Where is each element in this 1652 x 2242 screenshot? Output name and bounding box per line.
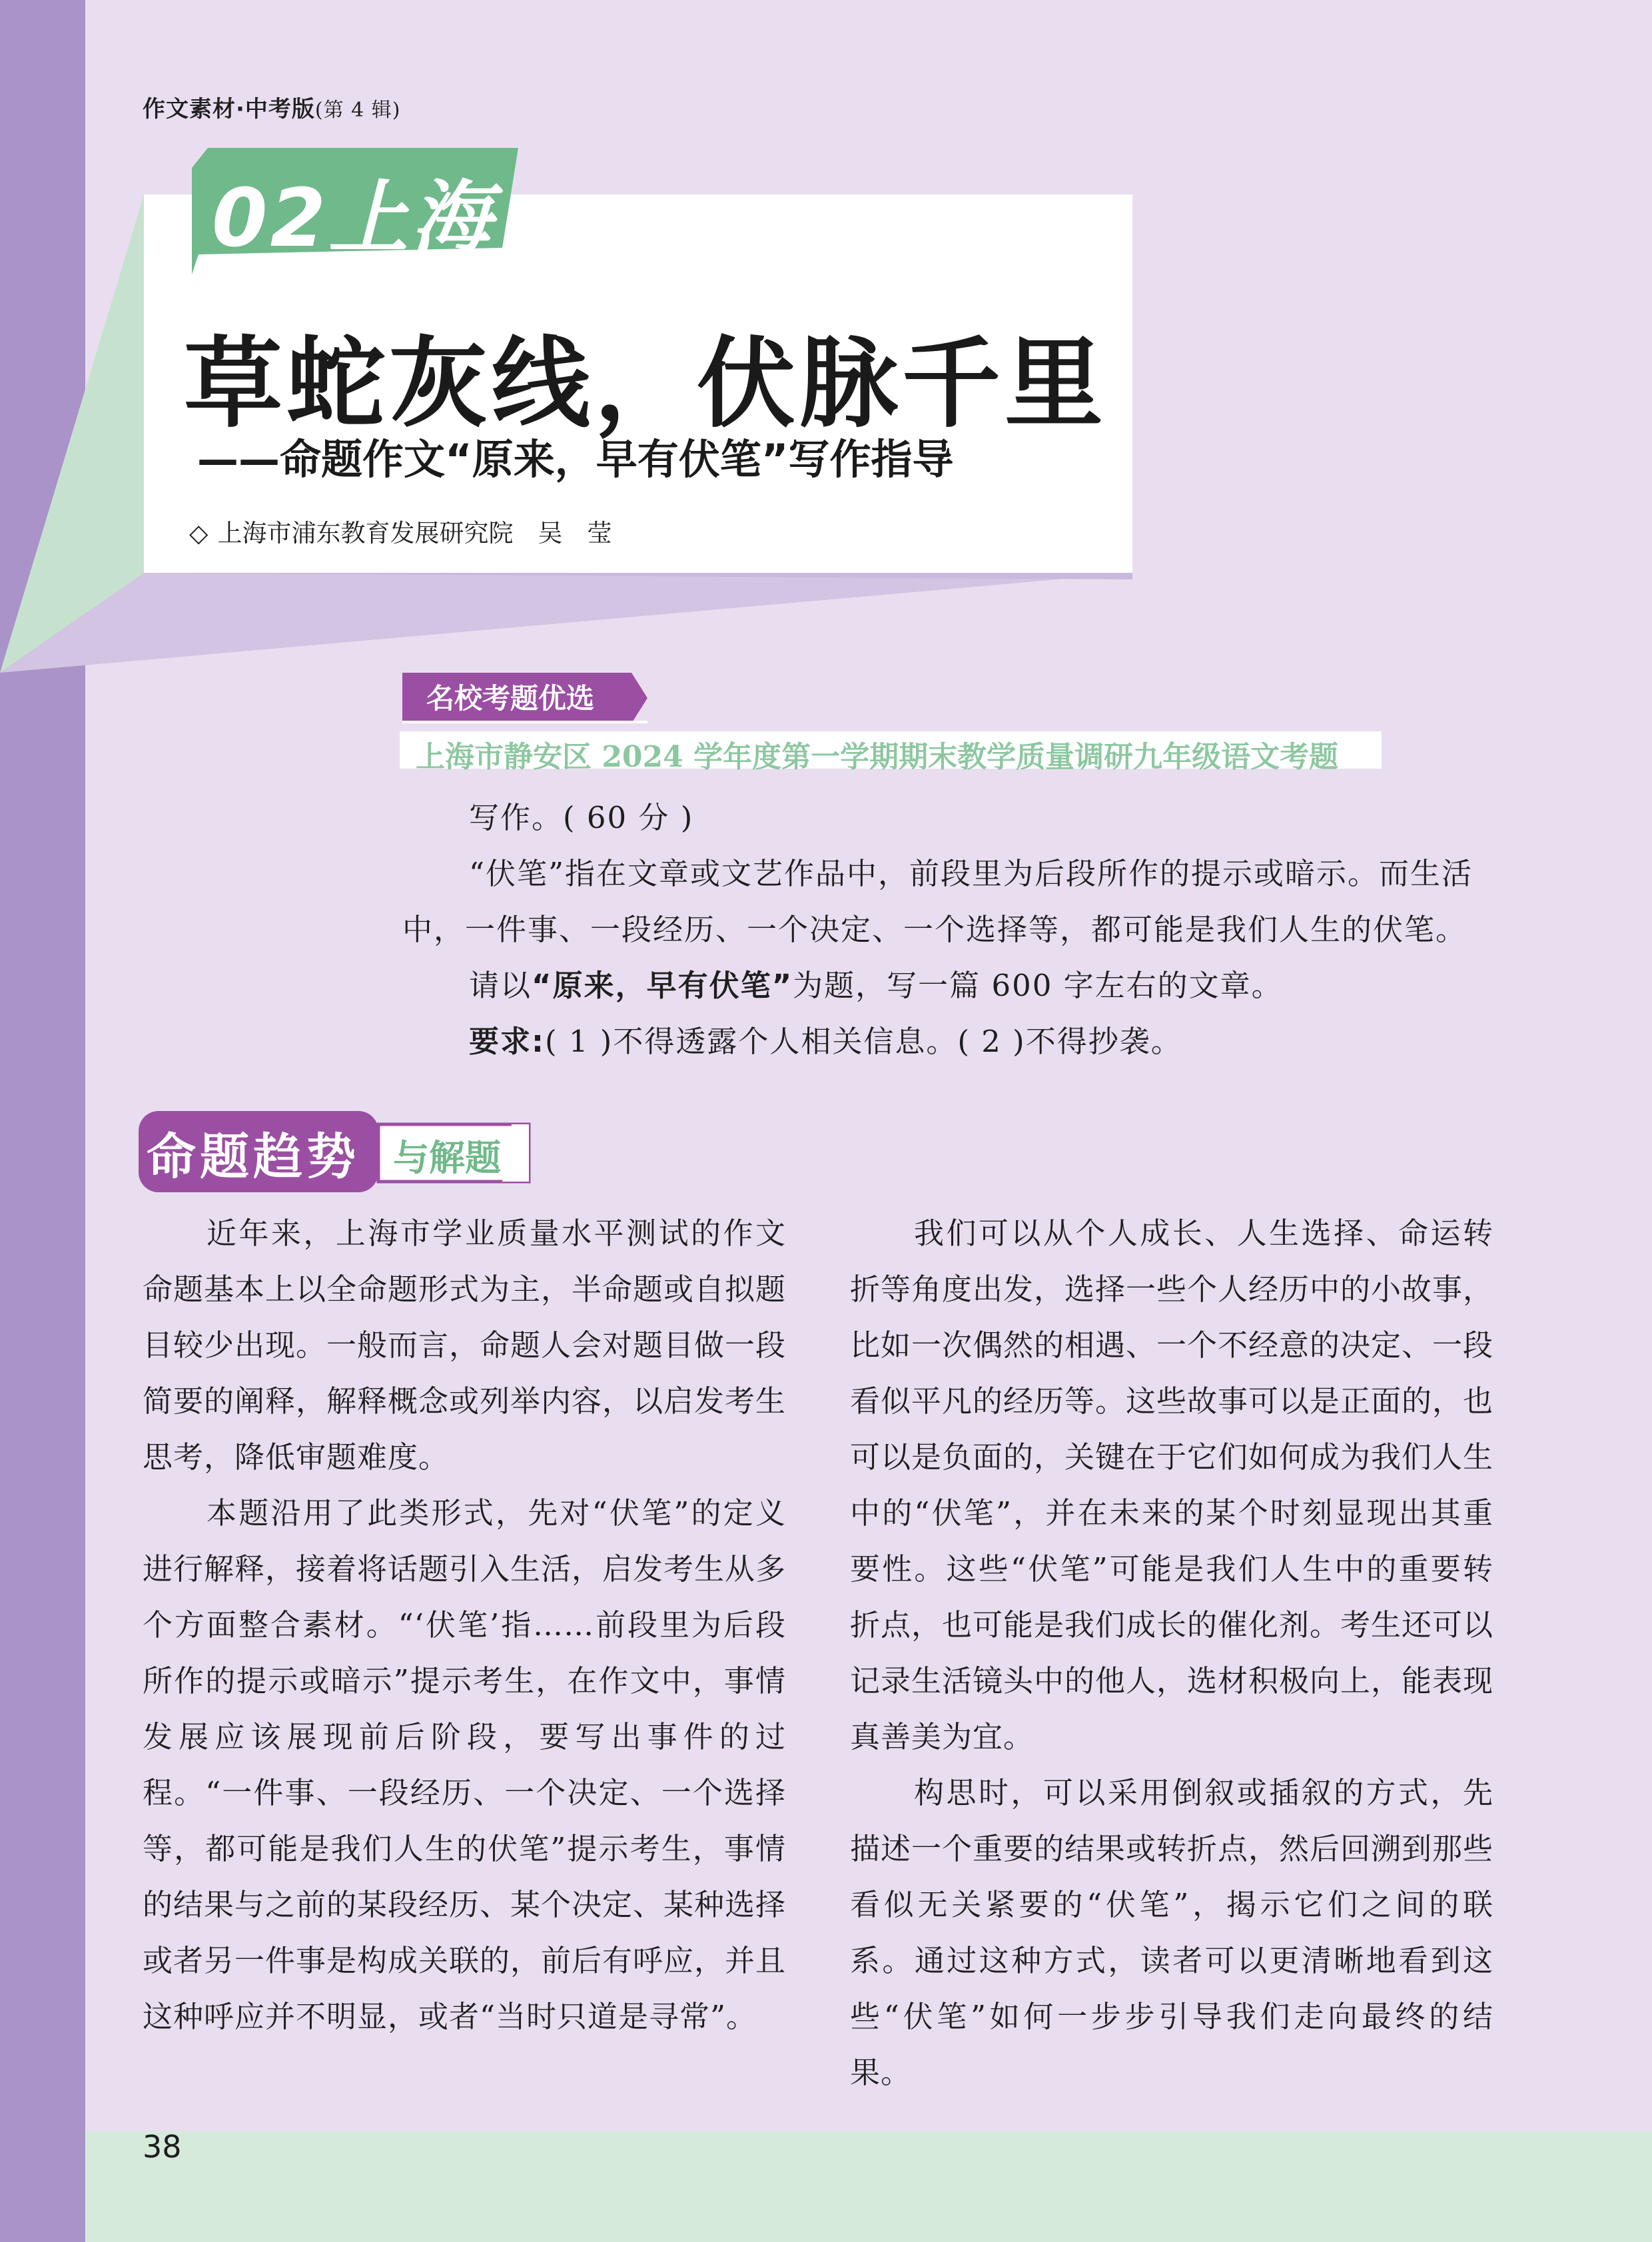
region-tag: 02上海	[212, 173, 494, 265]
instruction-prefix: 请以	[469, 968, 532, 1003]
requirement-text: ( 1 )不得透露个人相关信息。( 2 )不得抄袭。	[545, 1024, 1182, 1059]
byline-text: 上海市浦东教育发展研究院 吴 莹	[217, 519, 612, 548]
exam-prompt	[402, 790, 1508, 1070]
requirement-label: 要求:	[469, 1024, 545, 1059]
instruction	[402, 958, 1508, 1014]
requirements	[402, 1014, 1508, 1070]
section-heading-sub: 与解题	[393, 1136, 501, 1179]
section-heading: 命题趋势	[147, 1128, 360, 1186]
paragraph: 近年来，上海市学业质量水平测试的作文命题基本上以全命题形式为主，半命题或自拟题目较少出现。一般而言，命题人会对题目做一段简要的阐释，解释概念或列举内容，以启发考生思考，降低审题难度。	[143, 1216, 787, 1475]
exam-source: 上海市静安区 2024 学年度第一学期期末教学质量调研九年级语文考题	[416, 740, 1339, 774]
paragraph: 构思时，可以采用倒叙或插叙的方式，先描述一个重要的结果或转折点，然后回溯到那些看似无关紧要的“伏笔”，揭示它们之间的联系。通过这种方式，读者可以更清晰地看到这些“伏笔”如何一步步引导我们走向最终的结果。	[850, 1775, 1494, 2090]
task-heading: 写作。( 60 分 )	[469, 800, 694, 835]
article-subtitle: ——命题作文“原来，早有伏笔”写作指导	[197, 435, 954, 484]
exam-ribbon-label: 名校考题优选	[426, 682, 595, 715]
instruction-title: “原来，早有伏笔”	[532, 968, 793, 1003]
running-head-title: 作文素材·中考版	[143, 96, 315, 123]
paragraph: 本题沿用了此类形式，先对“伏笔”的定义进行解释，接着将话题引入生活，启发考生从多个方面整合素材。“‘伏笔’指……前段里为后段所作的提示或暗示”提示考生，在作文中，事情发展应该展现前后阶段，要写出事件的过程。“一件事、一段经历、一个决定、一个选择等，都可能是我们人生的伏笔”提示考生，事情的结果与之前的某段经历、某个决定、某种选择或者另一件事是构成关联的，前后有呼应，并且这种呼应并不明显，或者“当时只道是寻常”。	[143, 1495, 787, 2034]
running-head	[143, 91, 401, 123]
paragraph: 我们可以从个人成长、人生选择、命运转折等角度出发，选择一些个人经历中的小故事，比如一次偶然的相遇、一个不经意的决定、一段看似平凡的经历等。这些故事可以是正面的，也可以是负面的，关键在于它们如何成为我们人生中的“伏笔”，并在未来的某个时刻显现出其重要性。这些“伏笔”可能是我们人生中的重要转折点，也可能是我们成长的催化剂。考生还可以记录生活镜头中的他人，选材积极向上，能表现真善美为宜。	[850, 1216, 1494, 1754]
running-head-issue: (第 4 辑)	[314, 99, 401, 122]
byline	[189, 513, 612, 549]
article-title: 草蛇灰线，伏脉千里	[184, 326, 1107, 441]
page-number: 38	[143, 2129, 182, 2165]
body-column-left	[143, 1206, 786, 2045]
diamond-icon: ◇	[189, 519, 208, 548]
prompt-text: “伏笔”指在文章或文艺作品中，前段里为后段所作的提示或暗示。而生活中，一件事、一段经历、一个决定、一个选择等，都可能是我们人生的伏笔。	[402, 856, 1473, 947]
body-column-right	[850, 1206, 1493, 2101]
instruction-suffix: 为题，写一篇 600 字左右的文章。	[793, 968, 1283, 1003]
